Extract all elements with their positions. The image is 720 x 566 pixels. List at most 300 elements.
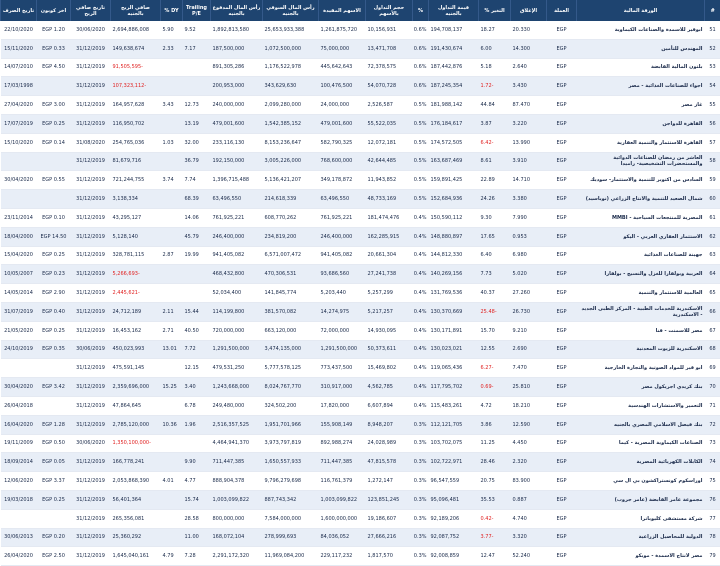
table-cell: 114,199,800 [211, 302, 263, 321]
table-cell[interactable]: بنك فيصل الاسلامي المصري بالجنيه [577, 415, 705, 434]
table-cell: EGP [547, 114, 577, 133]
table-row[interactable] [1, 152, 720, 171]
table-cell[interactable]: الاستثمار العقاري العربي - اليكو [577, 227, 705, 246]
table-cell: 1,003,099,822 [319, 490, 366, 509]
table-cell: 13.990 [511, 133, 547, 152]
table-cell: 72 [705, 415, 720, 434]
table-cell: 31/07/2019 [1, 302, 37, 321]
table-cell: 20.75 [479, 472, 511, 491]
table-row[interactable] [1, 284, 720, 303]
table-row[interactable] [1, 396, 720, 415]
column-header[interactable]: التغير % [479, 0, 511, 21]
table-cell: 92,087,752 [429, 528, 479, 547]
table-cell: 52.240 [511, 547, 547, 566]
table-row[interactable] [1, 434, 720, 453]
table-cell: 187,245,354 [429, 77, 479, 96]
table-cell[interactable]: القاهرة للاستثمار والتنمية العقارية [577, 133, 705, 152]
table-cell [161, 58, 183, 77]
table-cell [161, 490, 183, 509]
table-cell: 30/06/2013 [1, 528, 37, 547]
table-cell: 30/06/2019 [71, 340, 111, 359]
table-cell[interactable]: اوراسكوم كونستراكشون بي ال سي [577, 472, 705, 491]
table-cell: 19,186,607 [366, 509, 413, 528]
table-cell[interactable]: الاسكندرية للخدمات الطبية - المركز الطبى الجديد - الاسكندرية [577, 302, 705, 321]
table-cell[interactable]: مجموعة عامر القابضة (عامر جروب) [577, 490, 705, 509]
table-cell: 1.03 [161, 133, 183, 152]
table-cell: EGP [547, 340, 577, 359]
column-header[interactable]: رأس المال المدفوع بالجنيه [211, 0, 263, 21]
table-cell: 475,591,145 [111, 359, 161, 378]
table-cell: EGP 0.10 [37, 208, 71, 227]
table-cell: 1,817,570 [366, 547, 413, 566]
table-cell: 72,378,575 [366, 58, 413, 77]
table-row[interactable] [1, 208, 720, 227]
table-cell: 11,969,084,200 [263, 547, 319, 566]
table-cell[interactable]: شمال الصعيد للتنمية والانتاج الزراعي (نوباسيد) [577, 190, 705, 209]
table-cell: 77 [705, 509, 720, 528]
table-cell: 20.330 [511, 21, 547, 39]
table-row[interactable] [1, 190, 720, 209]
table-row[interactable] [1, 340, 720, 359]
table-row[interactable] [1, 359, 720, 378]
table-cell [161, 509, 183, 528]
table-cell: EGP 1.20 [37, 21, 71, 39]
table-cell[interactable]: العالمية للاستثمار والتنمية [577, 284, 705, 303]
column-header[interactable]: الاسهم المقيدة [319, 0, 366, 21]
table-cell[interactable]: مصر للاسمنت - قنا [577, 321, 705, 340]
table-cell: 14/07/2010 [1, 58, 37, 77]
table-cell: 2,053,868,390 [111, 472, 161, 491]
table-cell [161, 77, 183, 96]
table-row[interactable] [1, 265, 720, 284]
table-cell: 2,359,696,000 [111, 378, 161, 397]
table-cell: 14,930,095 [366, 321, 413, 340]
table-cell: 4.450 [511, 434, 547, 453]
table-cell: 31/12/2019 [71, 321, 111, 340]
table-cell: 3.87 [479, 114, 511, 133]
table-cell[interactable]: بنك كريدي اجريكول مصر [577, 378, 705, 397]
table-cell: 468,432,800 [211, 265, 263, 284]
table-cell: 7.470 [511, 359, 547, 378]
table-cell: 31/12/2019 [71, 415, 111, 434]
table-cell: EGP [547, 396, 577, 415]
table-cell: 174,572,505 [429, 133, 479, 152]
table-cell: EGP [547, 133, 577, 152]
table-cell: 176,184,617 [429, 114, 479, 133]
table-cell: 3.40 [183, 378, 211, 397]
table-cell [161, 227, 183, 246]
table-cell: 44.84 [479, 96, 511, 115]
table-cell[interactable]: المهندس للتأمين [577, 39, 705, 58]
table-cell: 72,000,000 [319, 321, 366, 340]
column-header[interactable]: % [413, 0, 429, 21]
table-cell: 328,781,115 [111, 246, 161, 265]
table-cell: 22/10/2020 [1, 21, 37, 39]
table-cell: EGP [547, 39, 577, 58]
table-cell: 12,072,181 [366, 133, 413, 152]
table-cell[interactable]: الاسكندرية للزيوت المعدنية [577, 340, 705, 359]
table-cell: EGP [547, 208, 577, 227]
table-cell [183, 58, 211, 77]
table-cell[interactable]: جهينة للصناعات الغذائية [577, 246, 705, 265]
column-header[interactable]: صافي الربح بالجنيه [111, 0, 161, 21]
table-row[interactable] [1, 171, 720, 190]
table-cell: 721,244,755 [111, 171, 161, 190]
table-cell: 711,447,385 [211, 453, 263, 472]
table-cell: 12.73 [183, 96, 211, 115]
table-row[interactable] [1, 415, 720, 434]
table-cell: 941,405,082 [211, 246, 263, 265]
table-cell: EGP [547, 434, 577, 453]
table-cell: 168,072,104 [211, 528, 263, 547]
table-cell: 800,000,000 [211, 509, 263, 528]
table-cell[interactable]: السادس من اكتوبر للتنمية والاستثمار- سوديك [577, 171, 705, 190]
table-cell: 3.86 [479, 415, 511, 434]
column-header[interactable]: قيمة التداول بالجنيه [429, 0, 479, 21]
table-cell: 711,447,385 [319, 453, 366, 472]
table-cell: -5,266,693 [111, 265, 161, 284]
table-row[interactable] [1, 39, 720, 58]
table-cell: 31/12/2019 [71, 58, 111, 77]
table-cell: 2.71 [161, 321, 183, 340]
table-cell: 31/12/2019 [71, 378, 111, 397]
table-cell [161, 152, 183, 171]
table-cell: 31/12/2019 [71, 208, 111, 227]
table-cell: 0.5% [413, 114, 429, 133]
table-cell: 233,116,130 [211, 133, 263, 152]
table-cell: 28.46 [479, 453, 511, 472]
table-cell: 343,629,630 [263, 77, 319, 96]
table-cell: 40.37 [479, 284, 511, 303]
table-cell: EGP [547, 284, 577, 303]
table-cell: 8.61 [479, 152, 511, 171]
table-cell: 12.47 [479, 547, 511, 566]
table-cell: 0.3% [413, 453, 429, 472]
table-cell: 15,469,802 [366, 359, 413, 378]
table-cell: 7.72 [183, 340, 211, 359]
table-cell: EGP [547, 21, 577, 39]
table-row[interactable] [1, 509, 720, 528]
table-cell: EGP 1.28 [37, 415, 71, 434]
table-cell: 6.78 [183, 396, 211, 415]
table-row[interactable] [1, 302, 720, 321]
table-cell: 31/12/2019 [71, 509, 111, 528]
table-cell: 13.01 [161, 340, 183, 359]
table-cell: 71 [705, 396, 720, 415]
table-cell: 27,666,216 [366, 528, 413, 547]
table-cell[interactable]: القاهرة للدواجن [577, 114, 705, 133]
table-cell: -107,323,112 [111, 77, 161, 96]
table-cell: EGP 0.25 [37, 246, 71, 265]
table-cell: 15/04/2020 [1, 246, 37, 265]
table-cell: 141,845,774 [263, 284, 319, 303]
table-cell: 8,024,767,770 [263, 378, 319, 397]
table-cell: 0.6% [413, 77, 429, 96]
column-header[interactable]: حجم التداول بالأسهم [366, 0, 413, 21]
table-cell: 26/04/2020 [1, 547, 37, 566]
table-cell: 6.00 [479, 39, 511, 58]
table-cell: 1,291,500,000 [319, 340, 366, 359]
column-header[interactable]: تاريخ الصرف [1, 0, 37, 21]
table-cell: 0.3% [413, 434, 429, 453]
column-header[interactable]: اخر كوبون [37, 0, 71, 21]
table-row[interactable] [1, 77, 720, 96]
table-cell: 13,471,708 [366, 39, 413, 58]
table-cell: 140,269,156 [429, 265, 479, 284]
table-cell [37, 509, 71, 528]
table-cell: 150,590,112 [429, 208, 479, 227]
table-cell: 608,770,262 [263, 208, 319, 227]
table-cell: 63,496,550 [319, 190, 366, 209]
table-cell: EGP [547, 58, 577, 77]
table-cell[interactable]: مصر لانتاج الاسمدة - موبكو [577, 547, 705, 566]
table-cell [183, 265, 211, 284]
table-cell [183, 77, 211, 96]
table-cell: 16,453,162 [111, 321, 161, 340]
table-cell: 87.470 [511, 96, 547, 115]
table-cell: EGP [547, 378, 577, 397]
table-cell: 1,291,500,000 [211, 340, 263, 359]
table-row[interactable] [1, 472, 720, 491]
table-cell: 4.72 [479, 396, 511, 415]
table-cell: 47,815,578 [366, 453, 413, 472]
table-cell: 32.00 [183, 133, 211, 152]
table-cell: 31/12/2019 [71, 453, 111, 472]
table-cell: -2,445,621 [111, 284, 161, 303]
table-cell: 68 [705, 340, 720, 359]
table-cell: 48,733,169 [366, 190, 413, 209]
table-cell[interactable]: ابو قير للمواد الصوتية والتجارة الخارجية [577, 359, 705, 378]
table-cell: 5,136,421,207 [263, 171, 319, 190]
table-cell: 16/04/2020 [1, 415, 37, 434]
table-cell: 103,702,075 [429, 434, 479, 453]
table-cell[interactable]: شركة مستشفى كليوباترا [577, 509, 705, 528]
table-cell: 1.96 [183, 415, 211, 434]
table-cell: 42,644,485 [366, 152, 413, 171]
table-cell: 479,001,600 [211, 114, 263, 133]
table-cell: 144,812,330 [429, 246, 479, 265]
table-cell: 24,000,000 [319, 96, 366, 115]
table-cell: 149,638,674 [111, 39, 161, 58]
table-cell: 31/12/2019 [71, 265, 111, 284]
table-cell: EGP 3.37 [37, 472, 71, 491]
table-row[interactable] [1, 453, 720, 472]
table-cell: 43,295,127 [111, 208, 161, 227]
table-cell: 887,743,342 [263, 490, 319, 509]
table-cell: 2,694,886,008 [111, 21, 161, 39]
table-row[interactable] [1, 321, 720, 340]
table-cell: 445,642,643 [319, 58, 366, 77]
table-cell: EGP [547, 227, 577, 246]
table-cell: 20,661,304 [366, 246, 413, 265]
table-cell: 19.99 [183, 246, 211, 265]
table-cell: 26.730 [511, 302, 547, 321]
table-cell: 582,790,325 [319, 133, 366, 152]
table-cell: 6.980 [511, 246, 547, 265]
table-cell [161, 208, 183, 227]
table-cell: 0.4% [413, 208, 429, 227]
table-cell: 18/09/2014 [1, 453, 37, 472]
table-cell: 14,274,975 [319, 302, 366, 321]
table-cell: 24,028,989 [366, 434, 413, 453]
table-cell: 31/12/2019 [71, 547, 111, 566]
table-cell: 5,217,257 [366, 302, 413, 321]
table-cell: 4,562,785 [366, 378, 413, 397]
table-cell: 0.3% [413, 415, 429, 434]
table-cell: 1,243,668,000 [211, 378, 263, 397]
table-cell: 15/10/2020 [1, 133, 37, 152]
table-row[interactable] [1, 378, 720, 397]
table-row[interactable] [1, 96, 720, 115]
table-cell: EGP [547, 547, 577, 566]
table-cell: 4.77 [183, 472, 211, 491]
table-cell: 240,000,000 [211, 96, 263, 115]
table-cell [161, 190, 183, 209]
column-header[interactable]: تاريخ صافي الربح [71, 0, 111, 21]
table-cell: 130,171,891 [429, 321, 479, 340]
table-cell: 187,442,876 [429, 58, 479, 77]
table-cell: 31/12/2019 [71, 96, 111, 115]
table-row[interactable] [1, 490, 720, 509]
table-cell: -3.77 [479, 528, 511, 547]
table-cell: 6,571,007,472 [263, 246, 319, 265]
table-cell: 24.26 [479, 190, 511, 209]
table-cell: 54,070,728 [366, 77, 413, 96]
table-cell: EGP [547, 96, 577, 115]
table-cell: 24,712,189 [111, 302, 161, 321]
table-cell: 52,034,400 [211, 284, 263, 303]
table-cell: EGP [547, 190, 577, 209]
table-cell: 83.900 [511, 472, 547, 491]
table-cell: 0.4% [413, 246, 429, 265]
column-header[interactable]: رأس المال السوقي بالجنيه [263, 0, 319, 21]
table-cell: 9.210 [511, 321, 547, 340]
table-cell: 17.65 [479, 227, 511, 246]
table-cell: 31/12/2019 [71, 359, 111, 378]
table-cell: 31/12/2019 [71, 396, 111, 415]
table-cell: EGP 3.00 [37, 96, 71, 115]
table-cell [161, 528, 183, 547]
table-cell[interactable]: غاز مصر [577, 96, 705, 115]
table-cell: EGP 0.20 [37, 528, 71, 547]
table-cell: 18.210 [511, 396, 547, 415]
table-cell: 159,891,425 [429, 171, 479, 190]
column-header[interactable]: الورقة المالية [577, 0, 705, 21]
table-cell: 14.06 [183, 208, 211, 227]
table-cell: 0.4% [413, 284, 429, 303]
table-row[interactable] [1, 58, 720, 77]
table-cell: -0.42 [479, 509, 511, 528]
table-cell: 56,401,364 [111, 490, 161, 509]
table-cell: 28.58 [183, 509, 211, 528]
table-cell: 112,121,705 [429, 415, 479, 434]
table-cell: 1,261,875,720 [319, 21, 366, 39]
table-cell: EGP [547, 453, 577, 472]
table-cell: 194,708,137 [429, 21, 479, 39]
column-header[interactable]: # [705, 0, 720, 21]
column-header[interactable]: DY % [161, 0, 183, 21]
table-cell: 8,153,236,647 [263, 133, 319, 152]
table-row[interactable] [1, 246, 720, 265]
table-row[interactable] [1, 21, 720, 39]
table-cell: 3,474,135,000 [263, 340, 319, 359]
table-cell: 0.3% [413, 528, 429, 547]
table-cell: 0.4% [413, 396, 429, 415]
table-cell[interactable]: التعمير والاستشارات الهندسية [577, 396, 705, 415]
table-cell[interactable]: الكابلات الكهربائية المصرية [577, 453, 705, 472]
table-cell: EGP 0.25 [37, 321, 71, 340]
table-cell [161, 114, 183, 133]
table-cell[interactable]: العربية وبولفارا للغزل والنسيج - بولفارا [577, 265, 705, 284]
table-cell: 0.4% [413, 321, 429, 340]
table-cell: 4,464,941,370 [211, 434, 263, 453]
table-cell: 19/11/2009 [1, 434, 37, 453]
table-cell: 27,241,738 [366, 265, 413, 284]
table-cell: 17/07/2019 [1, 114, 37, 133]
table-cell: 0.4% [413, 302, 429, 321]
table-cell: 93,686,560 [319, 265, 366, 284]
table-cell[interactable]: الصناعات الكيماوية المصرية - كيما [577, 434, 705, 453]
table-cell: 3.74 [161, 171, 183, 190]
table-cell: 0.5% [413, 152, 429, 171]
column-header[interactable]: Trailing P/E [183, 0, 211, 21]
table-cell[interactable]: اجواء للصناعات الغذائية - مصر [577, 77, 705, 96]
table-row[interactable] [1, 547, 720, 566]
table-cell: 1,542,385,152 [263, 114, 319, 133]
table-cell[interactable]: المصرية للمنتجعات السياحية - MMBI [577, 208, 705, 227]
table-row[interactable] [1, 227, 720, 246]
table-cell: 61 [705, 208, 720, 227]
column-header[interactable]: الإغلاق [511, 0, 547, 21]
table-cell: 79 [705, 547, 720, 566]
table-cell [37, 152, 71, 171]
table-cell: 5.020 [511, 265, 547, 284]
table-cell: 246,400,000 [319, 227, 366, 246]
table-cell: 14.710 [511, 171, 547, 190]
table-cell: EGP 0.55 [37, 171, 71, 190]
table-cell: 26/04/2018 [1, 396, 37, 415]
table-cell: 2.33 [161, 39, 183, 58]
table-cell: EGP 0.25 [37, 490, 71, 509]
table-cell[interactable]: العاشر من رمضان للصناعات الدوائية والمستحضرات التشخيصية- راميدا [577, 152, 705, 171]
table-cell[interactable]: الدولية للمحاصيل الزراعية [577, 528, 705, 547]
table-cell: 187,500,000 [211, 39, 263, 58]
table-row[interactable] [1, 133, 720, 152]
table-cell: 58 [705, 152, 720, 171]
table-row[interactable] [1, 114, 720, 133]
table-cell: 27/04/2020 [1, 96, 37, 115]
table-cell: 19/03/2018 [1, 490, 37, 509]
column-header[interactable]: العملة [547, 0, 577, 21]
table-cell: EGP 0.35 [37, 340, 71, 359]
table-cell: 310,917,000 [319, 378, 366, 397]
table-cell: 18/04/2000 [1, 227, 37, 246]
table-cell: 349,178,872 [319, 171, 366, 190]
table-cell: 57 [705, 133, 720, 152]
table-cell: 7.73 [479, 265, 511, 284]
table-cell: 1,396,715,488 [211, 171, 263, 190]
table-cell[interactable]: ابوقير للاسمدة والصناعات الكيماوية [577, 21, 705, 39]
table-cell: 0.953 [511, 227, 547, 246]
table-cell: EGP 0.50 [37, 434, 71, 453]
table-cell: 130,023,021 [429, 340, 479, 359]
table-cell: EGP 14.50 [37, 227, 71, 246]
table-cell: 27.260 [511, 284, 547, 303]
table-cell[interactable]: بلتون المالية القابضة [577, 58, 705, 77]
table-cell: 11.25 [479, 434, 511, 453]
table-row[interactable] [1, 528, 720, 547]
header-row [1, 0, 720, 21]
